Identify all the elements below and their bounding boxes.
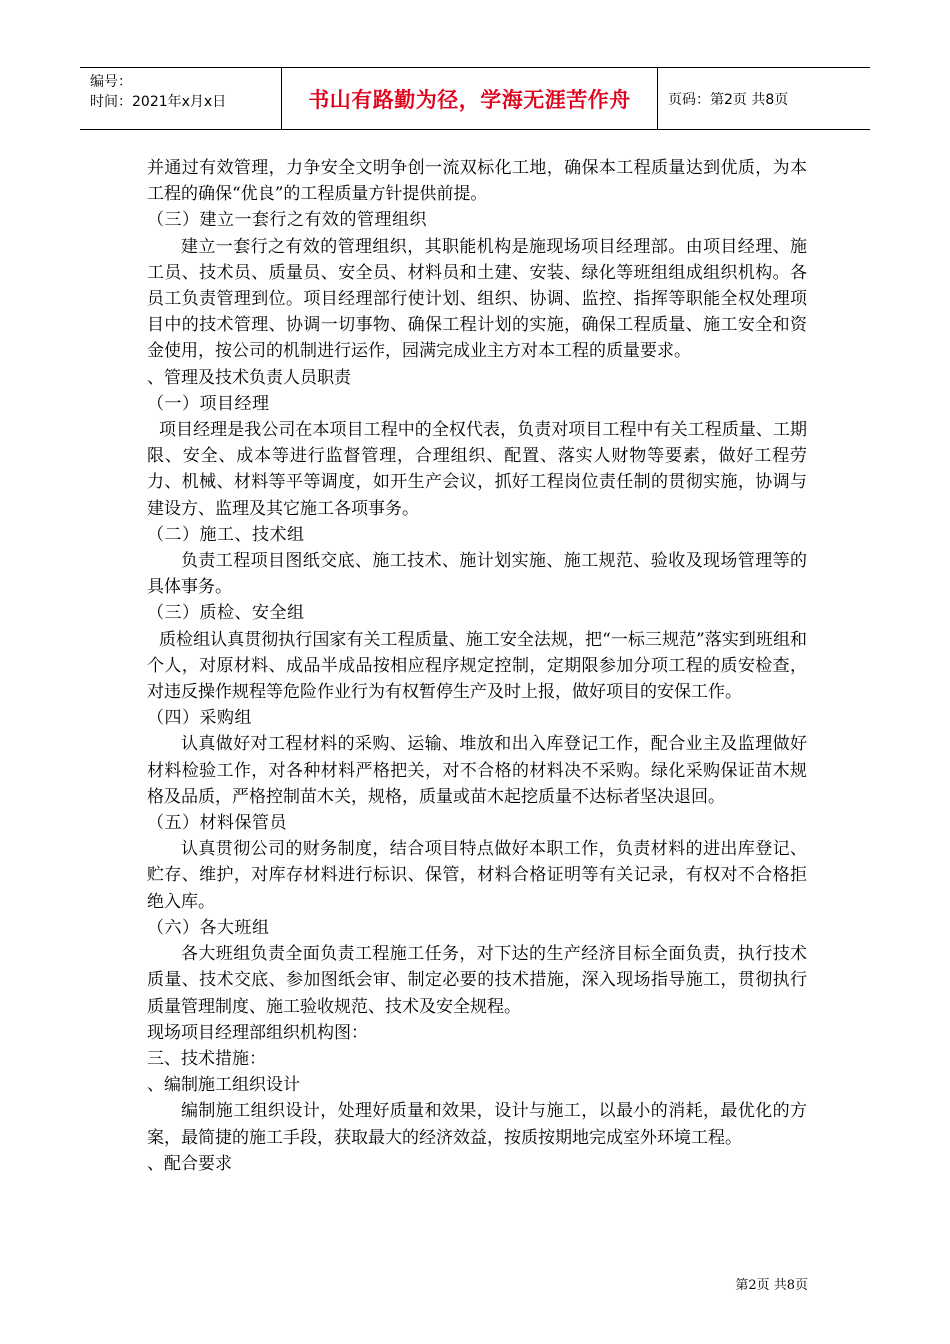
paragraph: 负责工程项目图纸交底、施工技术、施计划实施、施工规范、验收及现场管理等的具体事务。 [147,551,807,598]
section-heading: （五）材料保管员 [147,813,287,834]
paragraph: 各大班组负责全面负责工程施工任务，对下达的生产经济目标全面负责，执行技术质量、技术交底、参加图纸会审、制定必要的技术措施，深入现场指导施工，贯彻执行质量管理制度、施工验收规范、技术及安全规程。 [147,944,807,1017]
section-heading: 、配合要求 [147,1153,232,1174]
document-body [147,155,807,1177]
section-heading: （二）施工、技术组 [147,524,305,545]
section-heading: （三）质检、安全组 [147,603,305,624]
section-heading: （一）项目经理 [147,393,270,414]
paragraph: 认真贯彻公司的财务制度，结合项目特点做好本职工作，负责材料的进出库登记、贮存、维护，对库存材料进行标识、保管，材料合格证明等有关记录，有权对不合格拒绝入库。 [147,839,807,912]
header-page-code: 页码：第2页 共8页 [668,91,789,108]
paragraph: 现场项目经理部组织机构图： [147,1022,368,1043]
paragraph: 项目经理是我公司在本项目工程中的全权代表，负责对项目工程中有关工程质量、工期限、安全、成本等进行监督管理，合理组织、配置、落实人财物等要素，做好工程劳力、机械、材料等平等调度，如开生产会议，抓好工程岗位责任制的贯彻实施，协调与建设方、监理及其它施工各项事务。 [147,420,807,519]
document-time-label: 时间：2021年x月x日 [90,94,227,110]
section-heading: （三）建立一套行之有效的管理组织 [147,210,427,231]
section-heading: （四）采购组 [147,708,252,729]
paragraph: 质检组认真贯彻执行国家有关工程质量、施工安全法规，把“一标三规范”落实到班组和个人，对原材料、成品半成品按相应程序规定控制，定期限参加分项工程的质安检查，对违反操作规程等危险作业行为有权暂停生产及时上报，做好项目的安保工作。 [147,629,807,703]
section-heading: 三、技术措施： [147,1048,266,1069]
header-motto: 书山有路勤为径，学海无涯苦作舟 [282,68,658,129]
paragraph: 编制施工组织设计，处理好质量和效果，设计与施工，以最小的消耗，最优化的方案，最简捷的施工手段，获取最大的经济效益，按质按期地完成室外环境工程。 [147,1101,807,1148]
page-header [80,67,870,130]
header-meta [80,68,282,129]
document-number-label: 编号： [90,74,132,90]
section-heading: 、编制施工组织设计 [147,1075,300,1096]
paragraph: 建立一套行之有效的管理组织，其职能机构是施现场项目经理部。由项目经理、施工员、技术员、质量员、安全员、材料员和土建、安装、绿化等班组组成组织机构。各员工负责管理到位。项目经理部行使计划、组织、协调、监控、指挥等职能全权处理项目中的技术管理、协调一切事物、确保工程计划的实施，确保工程质量、施工安全和资金使用，按公司的机制进行运作，园满完成业主方对本工程的质量要求。 [147,236,807,362]
page-footer: 第2页 共8页 [735,1278,808,1293]
section-heading: 、管理及技术负责人员职责 [147,367,351,388]
paragraph: 认真做好对工程材料的采购、运输、堆放和出入库登记工作，配合业主及监理做好材料检验工作，对各种材料严格把关，对不合格的材料决不采购。绿化采购保证苗木规格及品质，严格控制苗木关，规格，质量或苗木起挖质量不达标者坚决退回。 [147,734,807,807]
section-heading: （六）各大班组 [147,917,270,938]
paragraph: 并通过有效管理，力争安全文明争创一流双标化工地，确保本工程质量达到优质，为本工程的确保“优良”的工程质量方针提供前提。 [147,158,807,205]
